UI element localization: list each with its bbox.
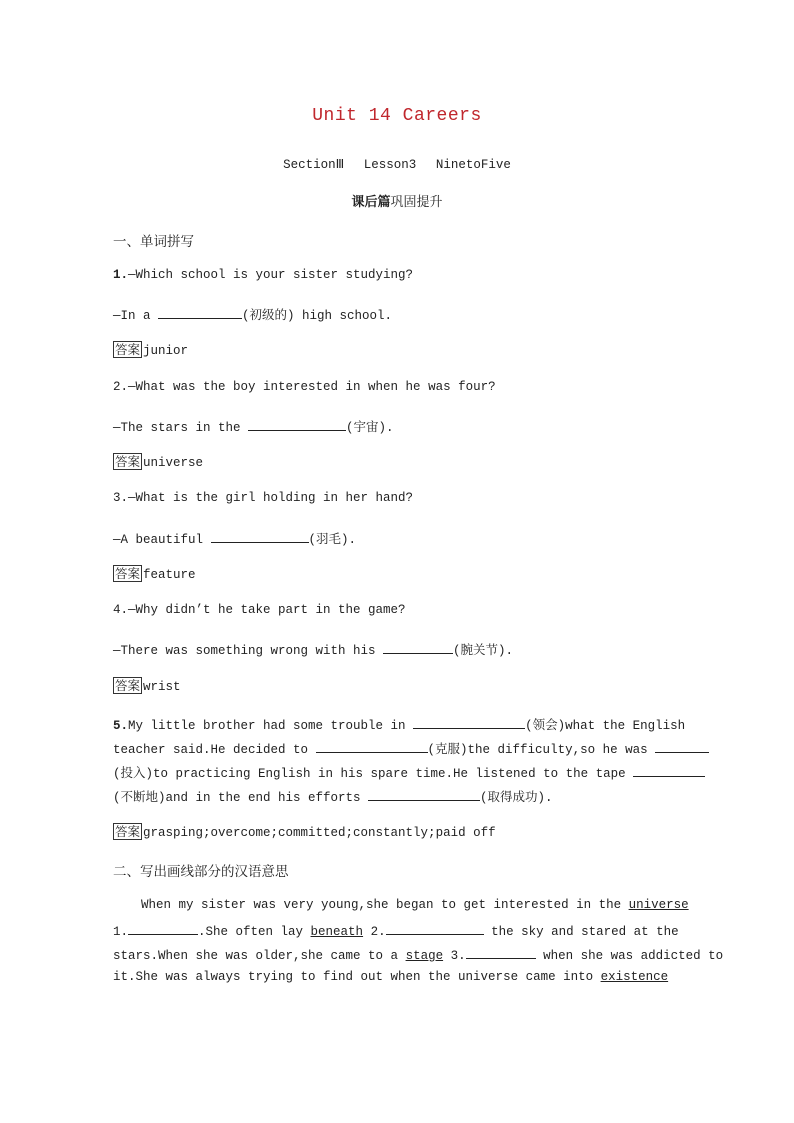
answer-label: 答案 bbox=[115, 342, 141, 357]
answer-label: 答案 bbox=[115, 454, 141, 469]
passage-line-3 bbox=[113, 946, 724, 963]
q5-l1b: (领会)what the English bbox=[525, 719, 686, 733]
q5-blank-4[interactable] bbox=[633, 764, 705, 777]
q3-prefix: —A beautiful bbox=[113, 533, 211, 547]
q1-answer-text: junior bbox=[143, 344, 189, 358]
q3-blank[interactable] bbox=[211, 530, 309, 543]
q1-number: 1. bbox=[113, 268, 129, 282]
p3-num3: 3. bbox=[443, 949, 466, 963]
p2-blank-1[interactable] bbox=[128, 922, 198, 935]
q2-question bbox=[113, 380, 681, 394]
section-label-bold: 课后篇 bbox=[351, 195, 391, 210]
q5-l4a: (不断地)and in the end his efforts bbox=[113, 791, 369, 805]
q2-prefix: —The stars in the bbox=[113, 421, 249, 435]
p3-tail: when she was addicted to bbox=[535, 949, 724, 963]
q3-answer bbox=[113, 565, 681, 582]
p2-num2: 2. bbox=[363, 925, 386, 939]
passage-line-4 bbox=[113, 970, 681, 984]
q5-number: 5. bbox=[113, 719, 129, 733]
q5-answer bbox=[113, 823, 681, 840]
q3-question bbox=[113, 491, 681, 505]
subtitle-section: SectionⅢ bbox=[283, 158, 345, 172]
q5-l2b: (克服)the difficulty,so he was bbox=[427, 743, 656, 757]
q5-answer-text: grasping;overcome;committed;constantly;paid off bbox=[143, 826, 496, 840]
underlined-beneath: beneath bbox=[310, 925, 364, 939]
passage-line-1 bbox=[141, 898, 689, 912]
q5-blank-3[interactable] bbox=[655, 740, 709, 753]
section-label-normal: 巩固提升 bbox=[390, 195, 443, 210]
q5-l2a: teacher said.He decided to bbox=[113, 743, 316, 757]
q4-blank[interactable] bbox=[383, 641, 453, 654]
q2-hint: (宇宙). bbox=[346, 421, 394, 435]
q5-l4b: (取得成功). bbox=[480, 791, 553, 805]
q1-prefix: —In a bbox=[113, 309, 159, 323]
q4-prefix: —There was something wrong with his bbox=[113, 644, 384, 658]
q1-hint: (初级的) high school. bbox=[242, 309, 393, 323]
page-title: Unit 14 Careers bbox=[312, 106, 482, 126]
q3-hint: (羽毛). bbox=[308, 533, 357, 547]
q4-number: 4. bbox=[113, 603, 129, 617]
q3-text: —What is the girl holding in her hand? bbox=[128, 491, 414, 505]
q1-question bbox=[113, 268, 681, 282]
q2-answer-line bbox=[113, 417, 681, 435]
q5-blank-1[interactable] bbox=[413, 716, 525, 729]
p2-blank-2[interactable] bbox=[386, 922, 484, 935]
underlined-stage: stage bbox=[405, 949, 444, 963]
q5-line-2 bbox=[113, 739, 681, 757]
q1-text: —Which school is your sister studying? bbox=[128, 268, 414, 282]
q3-number: 3. bbox=[113, 491, 129, 505]
answer-label: 答案 bbox=[115, 566, 141, 581]
answer-label: 答案 bbox=[115, 824, 141, 839]
part2-heading: 二、写出画线部分的汉语意思 bbox=[113, 864, 289, 880]
p2-tail: the sky and stared at the bbox=[483, 925, 679, 939]
q2-text: —What was the boy interested in when he was four? bbox=[128, 380, 496, 394]
q1-answer-line bbox=[113, 305, 681, 323]
q4-question bbox=[113, 603, 681, 617]
page-subtitle bbox=[0, 156, 794, 172]
q5-l1a: My little brother had some trouble in bbox=[128, 719, 414, 733]
section-label bbox=[0, 191, 794, 210]
q2-answer-text: universe bbox=[143, 456, 204, 470]
q4-answer-text: wrist bbox=[143, 680, 181, 694]
subtitle-name: NinetoFive bbox=[435, 158, 511, 172]
q4-answer-line bbox=[113, 640, 681, 658]
q5-line-3 bbox=[113, 763, 681, 781]
q2-number: 2. bbox=[113, 380, 129, 394]
p4-text: it.She was always trying to find out when the universe came into bbox=[113, 970, 601, 984]
underlined-existence: existence bbox=[600, 970, 669, 984]
q2-answer bbox=[113, 453, 681, 470]
q5-blank-5[interactable] bbox=[368, 788, 480, 801]
q2-blank[interactable] bbox=[248, 418, 346, 431]
p2-text: .She often lay bbox=[198, 925, 311, 939]
q4-answer bbox=[113, 677, 681, 694]
q3-answer-line bbox=[113, 529, 681, 547]
answer-label: 答案 bbox=[115, 678, 141, 693]
p3-blank-3[interactable] bbox=[466, 946, 536, 959]
part1-heading: 一、单词拼写 bbox=[113, 234, 194, 250]
q5-line-1 bbox=[113, 715, 686, 733]
q1-blank[interactable] bbox=[158, 306, 242, 319]
underlined-universe: universe bbox=[628, 898, 689, 912]
subtitle-lesson: Lesson3 bbox=[363, 158, 417, 172]
p1-text: When my sister was very young,she began to get interested in the bbox=[141, 898, 629, 912]
p3-text: stars.When she was older,she came to a bbox=[113, 949, 406, 963]
q5-l3a: (投入)to practicing English in his spare time.He listened to the tape bbox=[113, 767, 634, 781]
q4-hint: (腕关节). bbox=[453, 644, 514, 658]
q4-text: —Why didn’t he take part in the game? bbox=[128, 603, 406, 617]
p2-num1: 1. bbox=[113, 925, 129, 939]
q3-answer-text: feature bbox=[143, 568, 196, 582]
q5-line-4 bbox=[113, 787, 681, 805]
q5-blank-2[interactable] bbox=[316, 740, 428, 753]
q1-answer bbox=[113, 341, 681, 358]
passage-line-2 bbox=[113, 922, 681, 939]
